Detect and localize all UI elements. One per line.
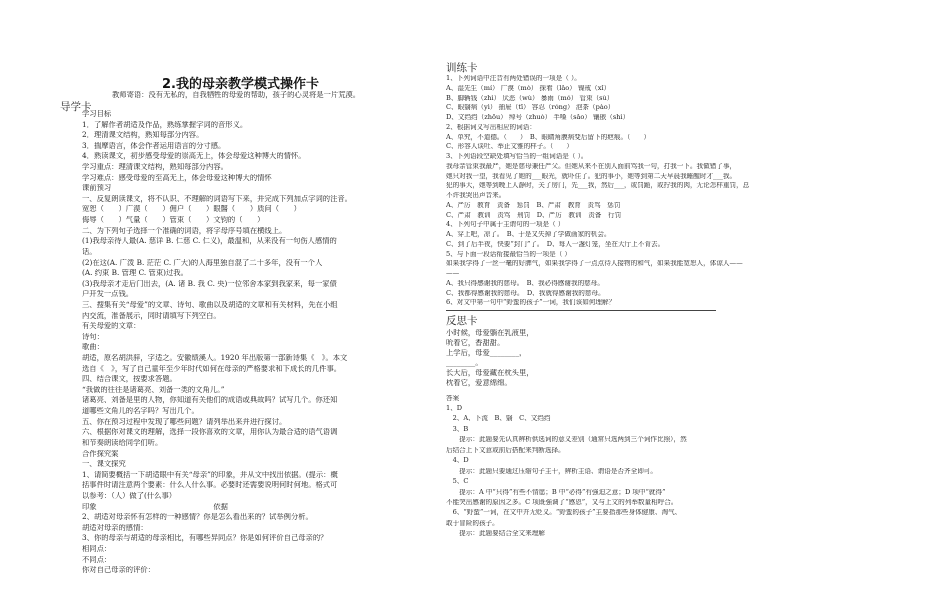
question-line: D、文绉绉（zhōu） 绰号（zhuò） 半嗓（sǎo） 镶嵌（shì） <box>446 114 630 121</box>
training-card-title: 训练卡 <box>446 62 478 74</box>
training-questions <box>446 75 876 307</box>
text-line: 五、你在预习过程中发现了哪些问题？请列举出来并进行探讨。 <box>82 417 287 426</box>
question-line: 1、下列词语中注音有两处错误的一项是（ ）。 <box>446 75 581 82</box>
question-line: 3、下列语段空缺处填写恰当的一组词语是（ ）。 <box>446 153 588 160</box>
text-line: 你对自己母亲的评价： <box>82 566 155 575</box>
answer-line: 提示：此题要先认真辨析供选词的意义差别（通常只选两到三个词作比照），然 <box>446 436 687 444</box>
text-line: (A. 约束 B. 管理 C. 管束)过我。 <box>82 269 188 278</box>
divider <box>446 310 716 311</box>
answer-line: 2、A、下流 B、翳 C、文绉绉 <box>446 415 551 423</box>
answer-line: 敢于冒险的孩子。 <box>446 519 499 527</box>
poem-line: ________。 <box>446 358 483 367</box>
text-line: 以参考：（人）做了(什么事） <box>82 491 177 500</box>
text-line: 三、搜集有关“母爱”的文章、诗句、歌曲以及胡适的文章和有关材料，先在小组 <box>82 300 338 309</box>
question-line: 5、与下面一段话衔接最恰当的一项是（ ） <box>446 250 571 258</box>
question-line: 2、根据词义写出相应的词语： <box>446 123 536 131</box>
text-line: 胡适，原名胡洪骍，字适之。安徽绩溪人。1920 年出版第一部新诗集《 》。本文 <box>82 354 348 363</box>
question-line: A、穿上吧，凉了。 B、于是又失掉了学做画家的机会。 <box>446 231 611 238</box>
answer-line: 6、“野蛮”一词，在文中并无贬义。“野蛮的孩子”主要指那些身体健康、淘气、 <box>446 509 682 517</box>
text-line: 歌曲： <box>82 343 104 352</box>
text-line: (3)我母亲才走后门出去，(A. 诸 B. 我 C. 央)一位邻舍本家到我家来，每一家债 <box>82 279 337 288</box>
text-line: 3、你的母亲与胡适的母亲相比，有哪些异同点？你是如何评价自己母亲的？ <box>82 534 328 543</box>
poem-line: 枕着它，爱意绵绵。 <box>446 378 512 387</box>
page-title: 2.我的母亲教学模式操作卡 <box>162 77 319 92</box>
answer-line: 5、C <box>446 478 469 486</box>
right-column <box>446 60 876 541</box>
poem-line: 上学后，母爱________， <box>446 348 527 357</box>
text-line: 宽恕（ ）广漠（ ）佣户（ ）眼醫（ ）质问（ ） <box>82 205 301 214</box>
text-line: (2)在这(A. 广泼 B. 茫茫 C. 广大)的人海里独自混了二十多年，没有一个人 <box>82 258 323 267</box>
poem-line: 小时候，母爱躺在乳液里， <box>446 328 534 337</box>
question-line: 我母亲管束我最严，她是慈母兼任严父。但她从来不在别人面前骂我一句，打我一下。我做错了事， <box>446 162 737 170</box>
text-line: 诗句： <box>82 332 104 341</box>
text-line: 六、根据你对课文的理解，选择一段你喜欢的文章，用你认为最合适的语气语调 <box>82 428 338 437</box>
question-line: C、严肃 教训 责骂 刑罚 D、严厉 教训 责备 行罚 <box>446 211 622 219</box>
text-line: 四、结合课文，按要求答题。 <box>82 375 177 384</box>
answer-line: 答案 <box>446 394 460 402</box>
question-line: 犯的事大，她等到晚上人静时，关了房门，先___我，然后___，或罚跪，或拧我的肉，无论怎样重罚，总 <box>446 182 750 190</box>
text-line: 括事件时请注意两个要素：什么人什么事。必要时还需要说明何时何地。格式可 <box>82 481 338 490</box>
text-line: 一、课文探究 <box>82 460 126 469</box>
question-line: 6、对文中第一句中“野蛮的孩子”一词，我们该如何理解？ <box>446 299 616 307</box>
text-line: 学习目标 <box>82 110 112 118</box>
question-line: A、严厉 教育 责备 惩罚 B、严肃 教育 责骂 惩罚 <box>446 201 621 209</box>
left-column <box>82 110 442 577</box>
answer-line: 提示：此题只要通过压缩句子主干，辨析主语、谓语是否齐全即可。 <box>446 467 657 475</box>
reflection-poem <box>446 329 876 387</box>
text-line: 合作探究案 <box>82 449 119 458</box>
text-line: 一、反复朗读课文，将不认识、不理解的词语写下来，并完成下列加点字词的注音。 <box>82 194 352 203</box>
text-line: 道哪些文角儿的名字吗？写出几个。 <box>82 407 199 416</box>
answer-line: 1、D <box>446 405 463 413</box>
answer-section <box>446 395 876 538</box>
text-line: 印象 依据 <box>82 502 228 511</box>
poem-line: 长大后，母爱藏在枕头里， <box>446 368 534 377</box>
reflection-card-title: 反思卡 <box>446 314 478 327</box>
question-line: C、我都得感谢我的慈母。 D、我就得感谢我的慈母。 <box>446 289 605 297</box>
answer-line: 后结合上下文意或前后搭配来判断选择。 <box>446 446 565 454</box>
question-line: C、到了后半夜，快要“封门”了。 D、每人一盏灯笼，坐在大厅上不肯去。 <box>446 240 665 248</box>
answer-line: 提示：此题要结合全文来理解 <box>446 530 545 538</box>
answer-line: 4、D <box>446 457 469 465</box>
text-line: 1、请简要概括一下胡适眼中有关“母亲”的印象，并从文中找出依据。(提示：概 <box>82 470 338 479</box>
text-line: 有关母爱的文章： <box>82 322 141 331</box>
poem-line: 吮着它，香甜甜。 <box>446 338 505 347</box>
text-line: 2．理清课文结构，熟知每部分内容。 <box>82 131 204 140</box>
text-line: 2、胡适对母亲怀有怎样的一种感情？你是怎么看出来的？试举例分析。 <box>82 513 313 522</box>
question-line: 她只对我一望，我看见了她的___眼光，就吓住了。犯的事小，她等到第二天早晨我睡醒时才___我。 <box>446 172 737 180</box>
question-line: C、眼翳病（yì） 抽屉（tī） 容忍（róng） 泡茶（pào） <box>446 104 615 112</box>
text-line: 内交流，准备展示，同时请填写下列空白。 <box>82 311 221 320</box>
text-line: 不同点： <box>82 555 112 564</box>
question-line: 4、下列句子中属于主谓句的一项是（ ） <box>446 221 565 229</box>
text-line: 胡适对母亲的感情： <box>82 523 148 532</box>
question-line: —— <box>446 270 460 277</box>
text-line: 学习难点：感受母爱的至高无上，体会母爱这种博大的情怀 <box>82 173 272 182</box>
text-line: 诸葛亮、刘备是里的人物，你知道有关他们的成语或典故吗？试写几个。你还知 <box>82 396 338 405</box>
question-line: 如果我学得了一丝一毫的好脾气，如果我学得了一点点待人接物的和气，如果我能宽恕人，体谅人—— <box>446 260 743 268</box>
text-line: 二、为下列句子选择一个准确的词语，将字母序号填在横线上。 <box>82 226 287 235</box>
question-line: B、脚辆钱（zhì） 厌恶（wù） 暴雨（mó） 管束（sù） <box>446 94 614 102</box>
text-line: 侮辱（ ）气量（ ）管束（ ）文钧的（ ） <box>82 216 265 225</box>
text-line: 课前预习 <box>82 184 112 193</box>
text-line: 选自《 》，写了自己童年至少年时代如何在母亲的严格要求和下成长的几件事。 <box>82 364 342 373</box>
question-line: A、单究，不道德。（ ） B、眼睛角膜病变后留下的疤痕。（ ） <box>446 133 651 141</box>
question-line: A、湿先生（mí） 广漠（mò） 探着（lǎo） 镍戒（xǐ） <box>446 84 611 92</box>
text-line: “我做的往往是诸葛亮、刘备一类的文角儿。” <box>82 385 225 394</box>
answer-line: 3、B <box>446 425 469 433</box>
text-line: 户开发一点钱。 <box>82 290 134 299</box>
teacher-message: 教师寄语：没有无私的，自我牺牲的母爱的帮助，孩子的心灵将是一片荒漠。 <box>112 91 361 99</box>
text-line: 和节奏朗读给同学们听。 <box>82 438 163 447</box>
text-line: 4．熟读课文，初步感受母爱的崇高无上，体会母爱这种博大的情怀。 <box>82 152 306 161</box>
question-line: C、形容人谈吐、举止文雅的样子。（ ） <box>446 143 574 151</box>
answer-line: 提示：A 中“只得”有些不情愿；B 中“必得”有强迫之意；D 项中“就得” <box>446 488 666 496</box>
answer-line: 不能突出感谢的原因之多。C 项既强调了“感恩”，又与上文的列举数量相呼合。 <box>446 498 678 506</box>
question-line: 不许我哭出声音来。 <box>446 192 506 199</box>
text-line: 学习重点：理清课文结构，熟知每部分内容。 <box>82 163 228 172</box>
text-line: 相同点： <box>82 544 112 553</box>
question-line: A、我只得感谢我的慈母。 B、我必得感谢我的慈母。 <box>446 279 604 287</box>
text-line: 3．揣摩语言，体会作者运用语言的分寸感。 <box>82 141 226 150</box>
text-line: 话。 <box>82 247 97 256</box>
guide-card-label: 导学卡 <box>60 101 92 113</box>
text-line: 1．了解作者胡适及作品，熟练掌握字词的音形义。 <box>82 120 248 129</box>
text-line: (1)我母亲待人最(A. 慈详 B. 仁慈 C. 仁义)，最温和，从来没有一句伤人感情的 <box>82 237 337 246</box>
